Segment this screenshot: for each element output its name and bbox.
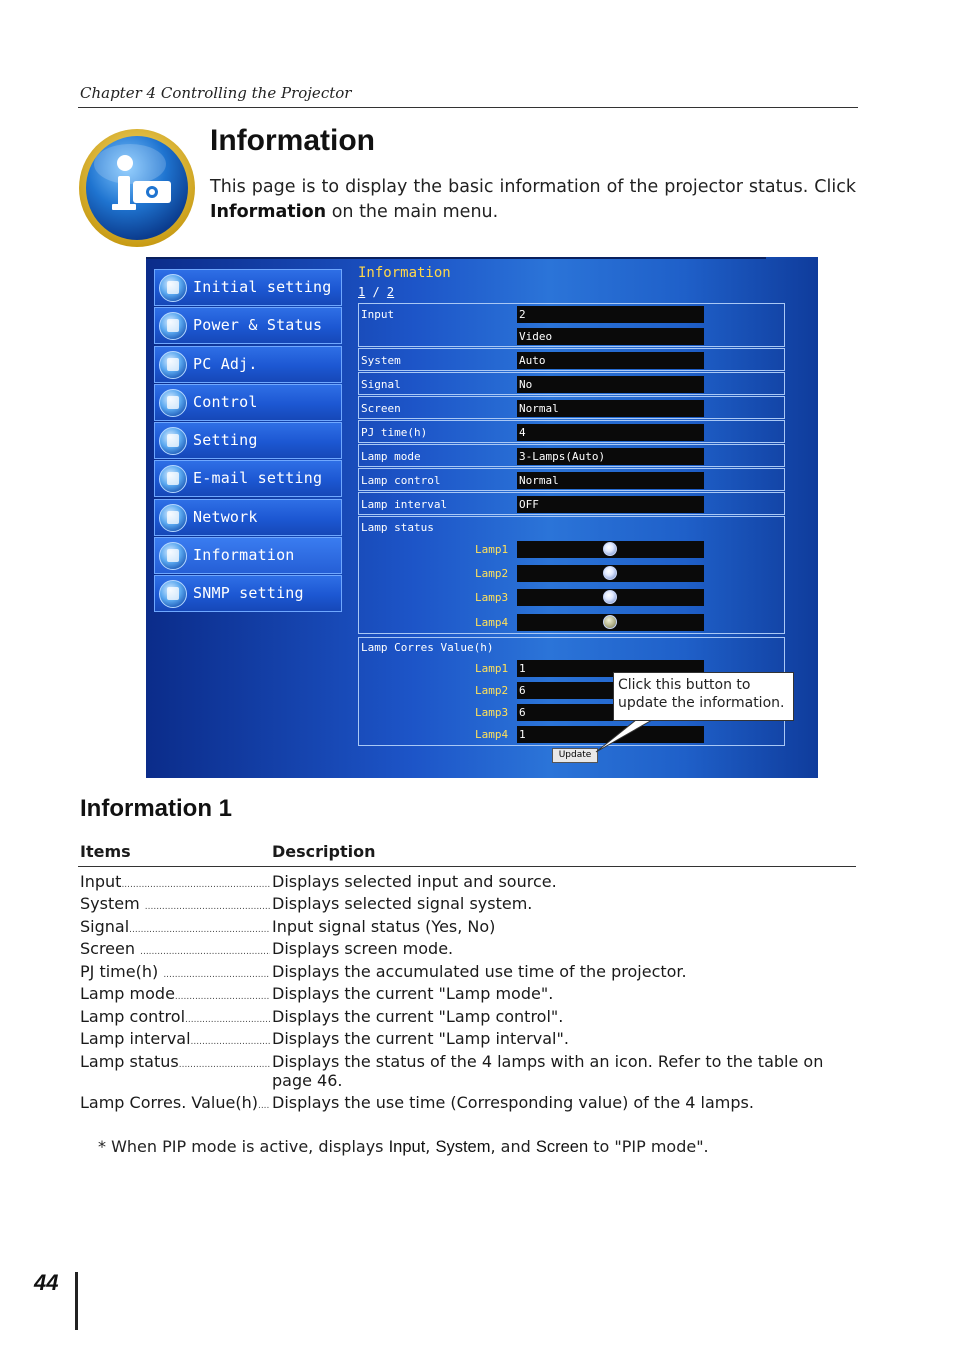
update-callout: Click this button to update the information. <box>613 672 794 721</box>
lamp-label: Lamp1 <box>475 662 509 675</box>
network-icon <box>159 504 187 532</box>
lamp-status-box <box>517 614 704 631</box>
lamp-corres-value: 6 <box>517 704 704 721</box>
item-name: Lamp control ..... <box>80 1007 270 1030</box>
row-value: OFF <box>517 496 704 513</box>
item-name: Screen ..... <box>80 939 270 962</box>
page-number: 44 <box>34 1270 59 1295</box>
row-label: Lamp interval <box>361 498 448 511</box>
lamp-on-icon <box>603 566 617 580</box>
lamp-label: Lamp4 <box>475 616 509 629</box>
item-description: Displays the use time (Corresponding value) of the 4 lamps. <box>272 1093 754 1112</box>
menu-item-snmp-setting[interactable]: SNMP setting <box>154 575 342 612</box>
page-number-bar <box>75 1272 78 1330</box>
row-value: 2 <box>517 306 704 323</box>
lamp-status-box <box>517 565 704 582</box>
menu-item-network[interactable]: Network <box>154 499 342 536</box>
item-description: Displays selected input and source. <box>272 872 557 891</box>
description-header: Description <box>272 842 376 861</box>
page-indicator: 1 / 2 <box>358 285 395 299</box>
row-value: Auto <box>517 352 704 369</box>
row-label: Screen <box>361 402 401 415</box>
menu-item-setting[interactable]: Setting <box>154 422 342 459</box>
menu-item-initial-setting[interactable]: Initial setting <box>154 269 342 306</box>
item-description: Displays screen mode. <box>272 939 454 958</box>
item-name: Lamp status ..... <box>80 1052 270 1075</box>
item-name: PJ time(h) ..... <box>80 962 270 985</box>
item-description: Displays selected signal system. <box>272 894 533 913</box>
info-icon <box>159 542 187 570</box>
row-label: Signal <box>361 378 401 391</box>
row-value: Normal <box>517 472 704 489</box>
item-name: Lamp mode ..... <box>80 984 270 1007</box>
envelope-icon <box>159 465 187 493</box>
items-header: Items <box>80 842 131 861</box>
lamp-corres-value: 1 <box>517 726 704 743</box>
monitor-icon <box>159 351 187 379</box>
item-name: System ..... <box>80 894 270 917</box>
control-icon <box>159 389 187 417</box>
row-value: No <box>517 376 704 393</box>
row-value: 3-Lamps(Auto) <box>517 448 704 465</box>
lamp-status-box <box>517 541 704 558</box>
menu-item-email-setting[interactable]: E-mail setting <box>154 460 342 497</box>
row-label: PJ time(h) <box>361 426 428 439</box>
page-link-2[interactable]: 2 <box>386 285 395 299</box>
row-value: Normal <box>517 400 704 417</box>
table-rule <box>78 866 856 867</box>
lamp-label: Lamp2 <box>475 567 509 580</box>
item-name: Input ..... <box>80 872 270 895</box>
section-title: Information 1 <box>80 795 233 822</box>
header-rule <box>78 107 858 108</box>
gear-icon <box>159 274 187 302</box>
chapter-header: Chapter 4 Controlling the Projector <box>80 84 352 102</box>
item-name: Signal ..... <box>80 917 270 940</box>
lamp-corres-value: 6 <box>517 682 704 699</box>
lamp-status-box <box>517 589 704 606</box>
lamp-label: Lamp4 <box>475 728 509 741</box>
update-button[interactable]: Update <box>552 748 598 763</box>
row-value: Video <box>517 328 704 345</box>
item-description: Displays the current "Lamp control". <box>272 1007 564 1026</box>
lamp-label: Lamp3 <box>475 706 509 719</box>
page-title: Information <box>210 124 375 157</box>
item-description: Displays the accumulated use time of the projector. <box>272 962 687 981</box>
menu-item-control[interactable]: Control <box>154 384 342 421</box>
item-name: Lamp Corres. Value(h) ..... <box>80 1093 270 1116</box>
lamp-status-label: Lamp status <box>361 521 434 534</box>
page-link-1[interactable]: 1 <box>358 285 366 299</box>
main-menu <box>154 269 342 614</box>
wrench-icon <box>159 427 187 455</box>
menu-item-information[interactable]: Information <box>154 537 342 574</box>
row-label: Input <box>361 308 395 321</box>
menu-item-pc-adj[interactable]: PC Adj. <box>154 346 342 383</box>
panel-top-border <box>146 257 766 259</box>
lamp-corres-value: 1 <box>517 660 704 677</box>
lamp-corres-label: Lamp Corres Value(h) <box>361 641 494 654</box>
lamp-label: Lamp2 <box>475 684 509 697</box>
item-description: Displays the current "Lamp mode". <box>272 984 554 1003</box>
item-name: Lamp interval ..... <box>80 1029 270 1052</box>
item-description: Displays the current "Lamp interval". <box>272 1029 569 1048</box>
panel-title: Information <box>358 265 451 281</box>
item-description: Displays the status of the 4 lamps with an icon. Refer to the table on page 46. <box>272 1052 824 1090</box>
information-icon <box>78 128 196 248</box>
lamp-on-icon <box>603 542 617 556</box>
row-value: 4 <box>517 424 704 441</box>
pip-note: * When PIP mode is active, displays Input, System, and Screen to "PIP mode". <box>98 1137 709 1156</box>
intro-paragraph: This page is to display the basic information of the projector status. Click Information on the main menu. <box>210 177 856 222</box>
lamp-off-icon <box>603 615 617 629</box>
row-label: Lamp mode <box>361 450 421 463</box>
row-label: Lamp control <box>361 474 441 487</box>
projector-icon <box>159 312 187 340</box>
snmp-icon <box>159 580 187 608</box>
item-description: Input signal status (Yes, No) <box>272 917 496 936</box>
menu-item-power-status[interactable]: Power & Status <box>154 307 342 344</box>
lamp-label: Lamp1 <box>475 543 509 556</box>
lamp-label: Lamp3 <box>475 591 509 604</box>
row-label: System <box>361 354 401 367</box>
lamp-on-icon <box>603 590 617 604</box>
